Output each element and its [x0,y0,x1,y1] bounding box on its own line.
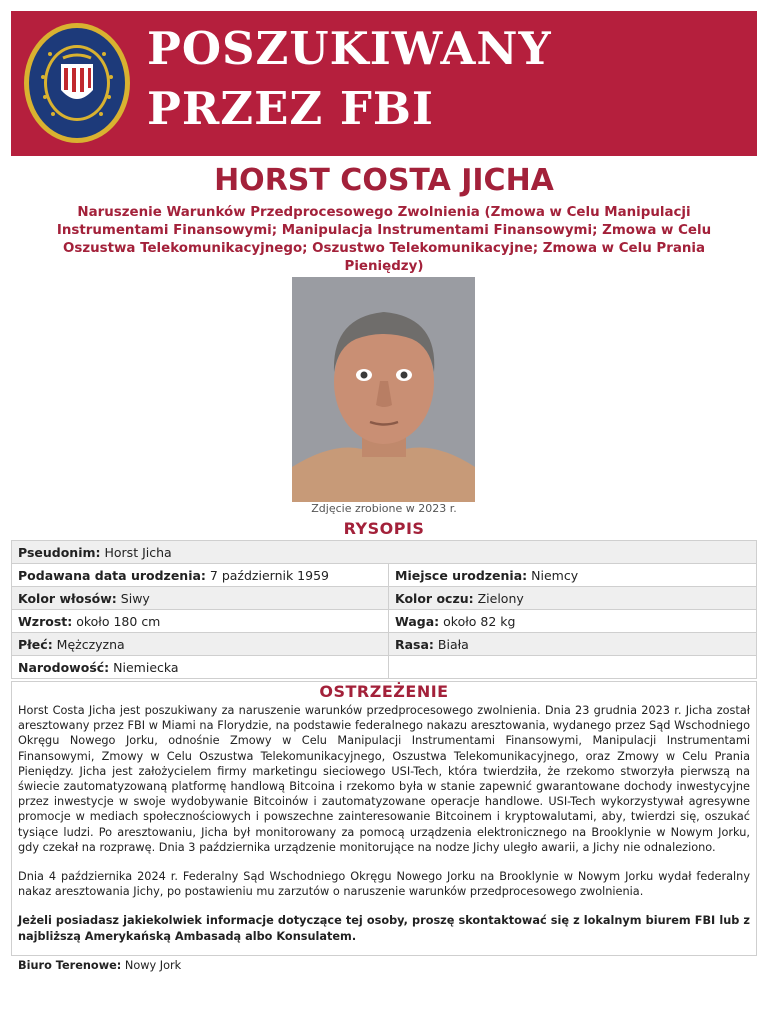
table-row [12,610,757,633]
field-label: Waga: [395,613,440,629]
warning-paragraph: Dnia 4 października 2024 r. Federalny Sąd Wschodniego Okręgu Nowego Jorku na Brooklynie w Nowym Jorku wydał federalny nakaz aresztowania Jichy, po postawieniu mu zarzutów o naruszenie warunków przedprocesowego zwolnienia. [18,870,750,899]
field-office [18,958,750,973]
field-value: około 180 cm [76,613,161,629]
field-value: Niemcy [531,567,579,583]
table-row [12,564,757,587]
field-office-label: Biuro Terenowe: [18,958,122,972]
field-label: Kolor oczu: [395,590,474,606]
warning-paragraph: Horst Costa Jicha jest poszukiwany za naruszenie warunków przedprocesowego zwolnienia. Dnia 23 grudnia 2023 r. Jicha został aresztowany przez FBI w Miami na Florydzie, na podstawie federalnego nakazu aresztowania, wydanego przez Sąd Wschodniego Okręgu Nowego Jorku, odnośnie Zmowy w Celu Manipulacji Instrumentami Finansowymi, Manipulacji Instrumentami Finansowymi, Zmowy w Celu Oszustwa Telekomunikacyjnego, Oszustwa Telekomunikacyjnego, oraz Zmowy w Celu Prania Pieniędzy. Jicha jest założycielem firmy marketingu sieciowego USI-Tech, która twierdziła, że rzekomo stworzyła pierwszą na świecie zautomatyzowaną platformę handlową Bitcoina i rzekomo była w stanie zapewnić gwarantowane dochody inwestycyjne przez inwestycje w swoje wydobywanie Bitcoinów i zautomatyzowane operacje handlowe. USI-Tech wykorzystywał agresywne promocje w mediach społecznościowych i powszechne zainteresowanie Bitcoinem i kryptowalutami, aby, twierdzi się, oszukać tysiące ludzi. Po aresztowaniu, Jicha był monitorowany za pomocą urządzenia elektronicznego na Brooklynie w Nowym Jorku, gdy czekał na rozprawę. Dnia 3 października urządzenie monitorujące na nodze Jichy uległo awarii, a Jichy nie odnaleziono. [18,704,750,854]
field-value: Horst Jicha [104,544,172,560]
header-banner [11,11,757,156]
field-value: Zielony [477,590,524,606]
description-table [11,540,757,679]
alias-cell [12,541,757,564]
field-value: 7 październik 1959 [209,567,329,583]
field-label: Podawana data urodzenia: [18,567,206,583]
table-cell [389,587,757,610]
field-value: Biała [437,636,469,652]
table-row [12,656,757,679]
banner-title-line2: PRZEZ FBI [147,82,434,135]
table-row [12,587,757,610]
subject-photo [292,277,475,502]
field-value: Siwy [120,590,150,606]
warning-text [18,703,750,987]
table-cell [389,610,757,633]
banner-title-line1: POSZUKIWANY [147,22,552,75]
field-label: Narodowość: [18,659,110,675]
field-value: Niemiecka [113,659,179,675]
banner-title [147,19,747,139]
table-cell [389,656,757,679]
table-cell [12,610,389,633]
table-cell [12,656,389,679]
fbi-seal-icon [23,22,131,144]
field-label: Wzrost: [18,613,73,629]
table-cell [389,633,757,656]
subject-name: HORST COSTA JICHA [214,163,554,198]
field-office-value: Nowy Jork [124,958,182,972]
table-cell [389,564,757,587]
field-label: Płeć: [18,636,53,652]
photo-caption: Zdjęcie zrobione w 2023 r. [311,502,457,515]
charges-text: Naruszenie Warunków Przedprocesowego Zwolnienia (Zmowa w Celu Manipulacji Instrumentami Finansowymi; Manipulacja Instrumentami Finansowymi; Zmowa w Celu Oszustwa Telekomunikacyjnego; Oszustwo Telekomunikacyjne; Zmowa w Celu Prania Pieniędzy) [56,205,712,274]
table-row [12,633,757,656]
table-cell [12,587,389,610]
field-label: Pseudonim: [18,544,101,560]
field-label: Miejsce urodzenia: [395,567,528,583]
table-cell [12,633,389,656]
contact-paragraph: Jeżeli posiadasz jakiekolwiek informacje dotyczące tej osoby, proszę skontaktować się z lokalnym biurem FBI lub z najbliższą Amerykańską Ambasadą albo Konsulatem. [18,914,750,943]
field-label: Kolor włosów: [18,590,117,606]
field-label: Rasa: [395,636,434,652]
warning-heading: OSTRZEŻENIE [319,682,449,701]
table-cell [12,564,389,587]
description-heading: RYSOPIS [343,519,425,538]
field-value: Mężczyzna [56,636,125,652]
field-value: około 82 kg [443,613,516,629]
table-row [12,541,757,564]
